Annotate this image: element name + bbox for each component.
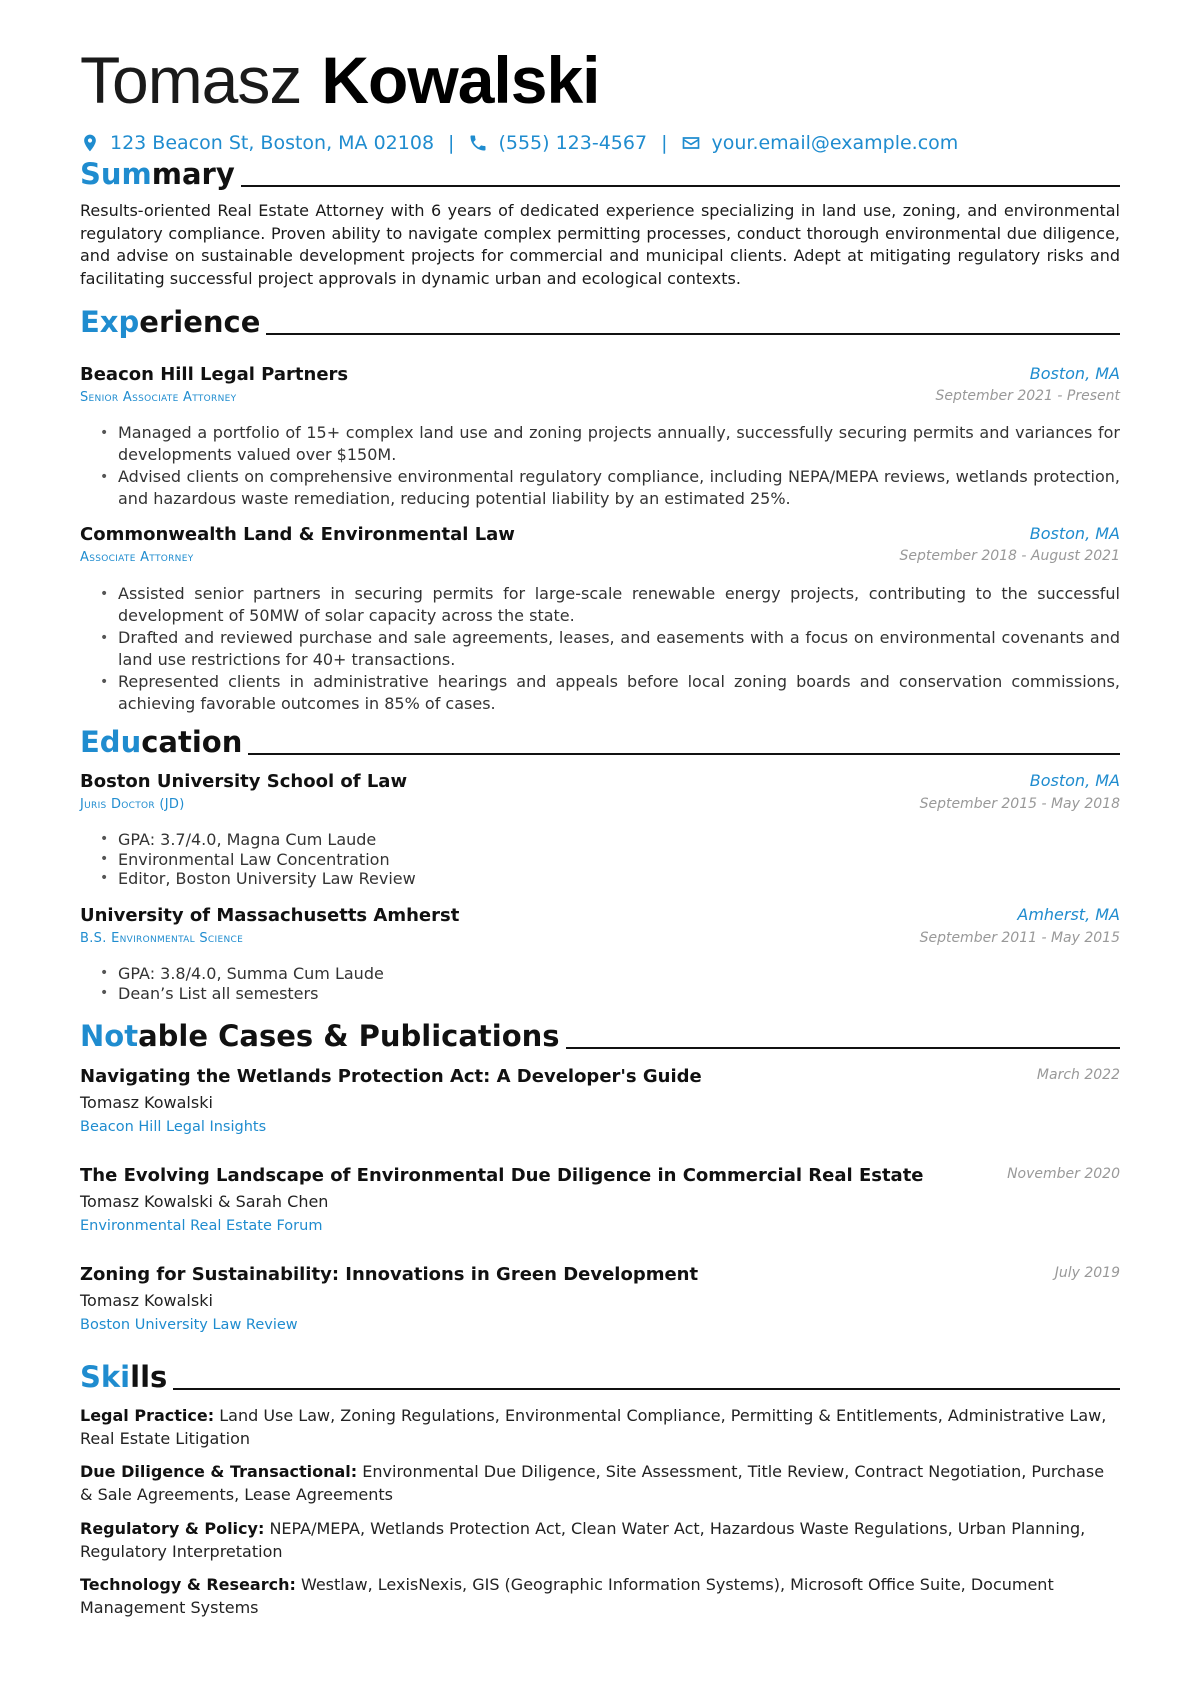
list-item: • Editor, Boston University Law Review: [100, 869, 1120, 889]
skill-group: [80, 1518, 1120, 1563]
contact-separator: |: [661, 132, 668, 154]
section-rule: [566, 1047, 1120, 1049]
degree: Juris Doctor (JD): [80, 797, 185, 812]
phone-text[interactable]: (555) 123-4567: [498, 132, 648, 154]
school-name: Boston University School of Law: [80, 771, 408, 792]
section-title: Skills: [80, 1360, 168, 1394]
skill-label: Technology & Research:: [80, 1575, 296, 1594]
publication-venue: Environmental Real Estate Forum: [80, 1218, 323, 1234]
summary-text: Results-oriented Real Estate Attorney with 6 years of dedicated experience specializing in land use, zoning, and environmental regulatory compliance. Proven ability to navigate complex permitting processes, conduct thorough environmental due diligence, and advise on sustainable development projects for commercial and municipal clients. Adept at mitigating regulatory risks and facilitating successful project approvals in dynamic urban and ecological contexts.: [80, 201, 1120, 288]
list-item: • Environmental Law Concentration: [100, 850, 1120, 870]
education-heading: [80, 725, 1120, 759]
school-location: Boston, MA: [1029, 771, 1120, 790]
skill-text: Environmental Due Diligence, Site Assessment, Title Review, Contract Negotiation, Purchase & Sale Agreements, Lease Agreements: [80, 1462, 1105, 1504]
publication-date: November 2020: [1007, 1166, 1120, 1182]
skill-group: [80, 1461, 1120, 1506]
skill-label: Due Diligence & Transactional:: [80, 1462, 358, 1481]
list-item: • Represented clients in administrative hearings and appeals before local zoning boards and conservation commissions, achieving favorable outcomes in 85% of cases.: [100, 671, 1120, 715]
job-company: Beacon Hill Legal Partners: [80, 364, 349, 385]
phone-item[interactable]: [468, 132, 647, 154]
skill-text: Westlaw, LexisNexis, GIS (Geographic Information Systems), Microsoft Office Suite, Document Management Systems: [80, 1575, 1054, 1617]
job-dates: September 2021 - Present: [935, 388, 1120, 404]
list-item: • Dean’s List all semesters: [100, 984, 1120, 1004]
school-bullets: [100, 964, 1120, 1003]
job-dates: September 2018 - August 2021: [899, 548, 1120, 564]
job-title: Senior Associate Attorney: [80, 390, 237, 405]
job-title: Associate Attorney: [80, 550, 194, 565]
section-title: Education: [80, 725, 243, 759]
candidate-name: [80, 40, 599, 121]
phone-icon: [468, 133, 488, 153]
map-marker-icon: [80, 133, 100, 153]
section-title: Notable Cases & Publications: [80, 1019, 560, 1053]
school-bullets: [100, 830, 1120, 889]
skill-label: Legal Practice:: [80, 1406, 215, 1425]
skills-heading: [80, 1360, 1120, 1394]
section-rule: [266, 333, 1120, 335]
publication-date: July 2019: [1054, 1265, 1120, 1281]
skill-group: [80, 1405, 1120, 1450]
envelope-icon: [681, 133, 701, 153]
list-item: • GPA: 3.8/4.0, Summa Cum Laude: [100, 964, 1120, 984]
job-company: Commonwealth Land & Environmental Law: [80, 524, 515, 545]
publication-venue: Beacon Hill Legal Insights: [80, 1119, 267, 1135]
address-item: [80, 132, 434, 154]
skill-group: [80, 1574, 1120, 1619]
list-item: • GPA: 3.7/4.0, Magna Cum Laude: [100, 830, 1120, 850]
section-rule: [248, 753, 1120, 755]
section-rule: [173, 1388, 1120, 1390]
address-text: 123 Beacon St, Boston, MA 02108: [110, 132, 435, 154]
publication-date: March 2022: [1036, 1067, 1120, 1083]
publication-authors: Tomasz Kowalski: [80, 1093, 213, 1112]
list-item: • Advised clients on comprehensive environmental regulatory compliance, including NEPA/MEPA reviews, wetlands protection, and hazardous waste remediation, reducing potential liability by an estimated 25%.: [100, 466, 1120, 510]
job-bullets: [100, 583, 1120, 715]
section-title: Experience: [80, 305, 261, 339]
publication-title: Navigating the Wetlands Protection Act: A Developer's Guide: [80, 1066, 702, 1087]
job-bullets: [100, 422, 1120, 510]
contact-separator: |: [448, 132, 455, 154]
job-location: Boston, MA: [1029, 524, 1120, 543]
summary-heading: [80, 157, 1120, 191]
publication-authors: Tomasz Kowalski: [80, 1291, 213, 1310]
last-name: Kowalski: [321, 43, 600, 117]
skill-text: NEPA/MEPA, Wetlands Protection Act, Clean Water Act, Hazardous Waste Regulations, Urban Planning, Regulatory Interpretation: [80, 1519, 1086, 1561]
school-name: University of Massachusetts Amherst: [80, 905, 460, 926]
degree: B.S. Environmental Science: [80, 931, 244, 946]
list-item: • Drafted and reviewed purchase and sale agreements, leases, and easements with a focus on environmental covenants and land use restrictions for 40+ transactions.: [100, 627, 1120, 671]
skill-text: Land Use Law, Zoning Regulations, Environmental Compliance, Permitting & Entitlements, Administrative Law, Real Estate Litigation: [80, 1406, 1107, 1448]
skill-label: Regulatory & Policy:: [80, 1519, 265, 1538]
email-text[interactable]: your.email@example.com: [711, 132, 959, 154]
job-location: Boston, MA: [1029, 364, 1120, 383]
publication-venue: Boston University Law Review: [80, 1317, 298, 1333]
section-rule: [241, 185, 1120, 187]
experience-heading: [80, 305, 1120, 339]
publication-authors: Tomasz Kowalski & Sarah Chen: [80, 1192, 329, 1211]
list-item: • Assisted senior partners in securing permits for large-scale renewable energy projects, contributing to the successful development of 50MW of solar capacity across the state.: [100, 583, 1120, 627]
email-item[interactable]: [681, 132, 958, 154]
school-location: Amherst, MA: [1017, 905, 1120, 924]
school-dates: September 2015 - May 2018: [919, 796, 1120, 812]
publications-heading: [80, 1019, 1120, 1053]
first-name: Tomasz: [80, 43, 302, 117]
list-item: • Managed a portfolio of 15+ complex land use and zoning projects annually, successfully securing permits and variances for developments valued over $150M.: [100, 422, 1120, 466]
publication-title: Zoning for Sustainability: Innovations in Green Development: [80, 1264, 699, 1285]
publication-title: The Evolving Landscape of Environmental Due Diligence in Commercial Real Estate: [80, 1165, 924, 1186]
school-dates: September 2011 - May 2015: [919, 930, 1120, 946]
contact-line: [80, 132, 958, 154]
section-title: Summary: [80, 157, 235, 191]
